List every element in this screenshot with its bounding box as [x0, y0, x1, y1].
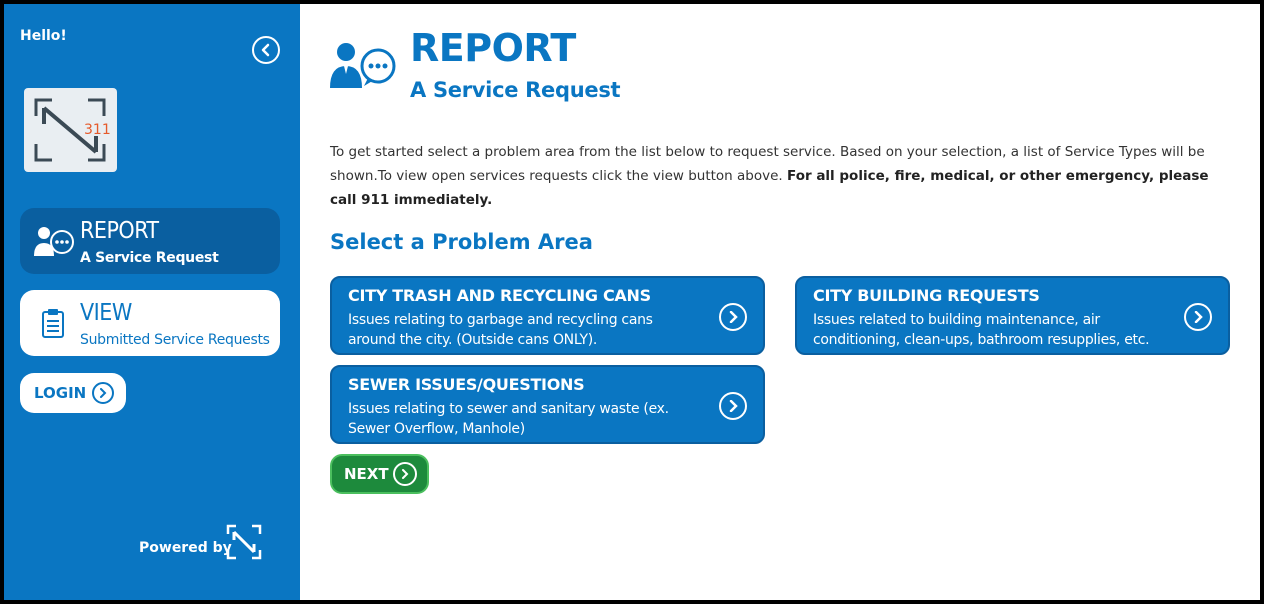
main-content: [300, 4, 1260, 600]
intro-text: [330, 140, 1210, 212]
sidebar-item-report[interactable]: [20, 208, 280, 274]
card-description: Issues relating to sewer and sanitary waste (ex. Sewer Overflow, Manhole): [348, 401, 669, 437]
powered-by-label: Powered by: [139, 540, 232, 556]
sidebar-item-view[interactable]: [20, 290, 280, 356]
collapse-sidebar-button[interactable]: [252, 36, 280, 64]
powered-by-logo-icon: [226, 524, 262, 560]
greeting: Hello!: [20, 28, 67, 44]
login-button[interactable]: [20, 373, 126, 413]
chevron-right-circle-icon: [92, 382, 114, 404]
logo-311-text: 311: [84, 122, 111, 138]
problem-area-trash[interactable]: [330, 276, 765, 355]
app-logo: [24, 88, 117, 172]
sidebar: [4, 4, 300, 600]
page-subtitle: A Service Request: [410, 78, 621, 102]
login-label: LOGIN: [34, 384, 87, 402]
person-chat-icon: [330, 40, 400, 90]
card-title: CITY BUILDING REQUESTS: [813, 286, 1040, 305]
chevron-right-circle-icon: [719, 392, 747, 420]
next-button[interactable]: [330, 454, 429, 494]
section-title: Select a Problem Area: [330, 230, 593, 254]
person-chat-icon: [34, 224, 74, 258]
card-description: Issues related to building maintenance, air conditioning, clean-ups, bathroom resupplies, etc.: [813, 312, 1150, 348]
chevron-right-circle-icon: [1184, 303, 1212, 331]
card-title: CITY TRASH AND RECYCLING CANS: [348, 286, 651, 305]
chevron-right-circle-icon: [719, 303, 747, 331]
next-label: NEXT: [344, 465, 389, 483]
card-description: Issues relating to garbage and recycling cans around the city. (Outside cans ONLY).: [348, 312, 653, 348]
report-nav-title: REPORT: [80, 218, 159, 244]
problem-area-sewer[interactable]: [330, 365, 765, 444]
view-nav-subtitle: Submitted Service Requests: [80, 332, 270, 348]
chevron-right-circle-icon: [393, 462, 417, 486]
chevron-left-icon: [259, 43, 273, 57]
view-nav-title: VIEW: [80, 300, 132, 326]
app-frame: [4, 4, 1260, 600]
clipboard-icon: [42, 308, 64, 338]
report-nav-subtitle: A Service Request: [80, 250, 219, 266]
emergency-notice: For all police, fire, medical, or other emergency, please call 911 immediately.: [330, 168, 1209, 208]
card-title: SEWER ISSUES/QUESTIONS: [348, 375, 585, 394]
problem-area-building[interactable]: [795, 276, 1230, 355]
page-title: REPORT: [410, 26, 576, 70]
intro-body: To get started select a problem area from the list below to request service. Based on your selection, a list of Service Types will be shown.To view open services requests click the view button above.: [330, 144, 1205, 184]
